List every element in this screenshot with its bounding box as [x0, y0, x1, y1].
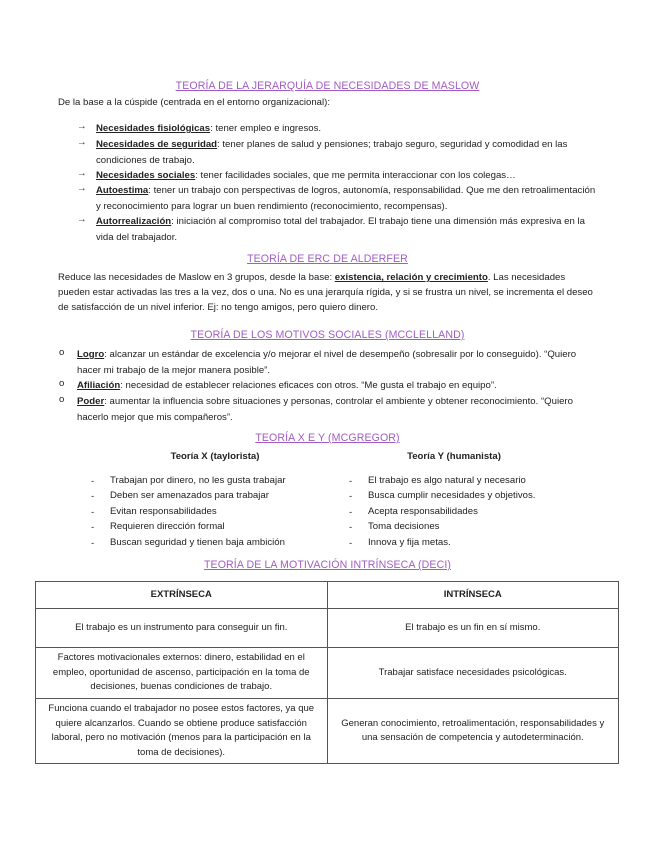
maslow-intro: De la base a la cúspide (centrada en el entorno organizacional): [58, 97, 330, 108]
dash-bullet: - [349, 522, 353, 533]
theory-y-title: Teoría Y (humanista) [407, 451, 501, 462]
mcclelland-item [77, 378, 602, 394]
maslow-item [96, 121, 601, 137]
theory-y-item: Acepta responsabilidades [368, 506, 478, 517]
dash-bullet: - [349, 476, 353, 487]
theory-x-item: Buscan seguridad y tienen baja ambición [110, 537, 285, 548]
maslow-text: : tener un trabajo con perspectivas de logros, autonomía, responsabilidad. Que me den retroalimentación y reconocimiento para lograr un buen rendimiento (reconocimiento, recompensas). [96, 185, 596, 212]
dash-bullet: - [91, 507, 95, 518]
arrow-bullet: → [77, 121, 87, 132]
table-row [36, 648, 619, 699]
circle-bullet: o [59, 347, 65, 358]
table-cell: Trabajar satisface necesidades psicológicas. [327, 648, 619, 699]
mcclelland-item [77, 347, 602, 378]
maslow-term: Necesidades sociales [96, 170, 196, 181]
theory-x-item: Requieren dirección formal [110, 521, 225, 532]
table-cell: El trabajo es un instrumento para conseguir un fin. [36, 609, 328, 648]
dash-bullet: - [349, 538, 353, 549]
maslow-item [96, 183, 601, 214]
theory-y-item: Innova y fija metas. [368, 537, 451, 548]
header-intrinseca: INTRÍNSECA [327, 582, 619, 609]
maslow-item [96, 168, 601, 184]
header-extrinseca: EXTRÍNSECA [36, 582, 328, 609]
maslow-item [96, 137, 601, 168]
theory-x-item: Trabajan por dinero, no les gusta trabajar [110, 475, 286, 486]
maslow-term: Necesidades fisiológicas [96, 123, 211, 134]
theory-x-item: Deben ser amenazados para trabajar [110, 490, 269, 501]
deci-table [35, 581, 619, 764]
theory-x-item: Evitan responsabilidades [110, 506, 217, 517]
deci-heading: TEORÍA DE LA MOTIVACIÓN INTRÍNSECA (DECI) [203, 559, 451, 571]
table-cell: Generan conocimiento, retroalimentación, responsabilidades y una sensación de competencia y autodeterminación. [327, 699, 619, 764]
arrow-bullet: → [77, 137, 87, 148]
maslow-term: Autorrealización [96, 216, 172, 227]
table-row [36, 609, 619, 648]
mcclelland-text: : aumentar la influencia sobre situaciones y personas, controlar el ambiente y obtener reconocimiento. “Quiero hacerlo mejor que mis compañeros”. [77, 396, 573, 423]
erc-text: . Las necesidades pueden estar activadas las tres a la vez, dos o una. No es una jerarquía rígida, y si se frustra un nivel, se incrementa el deseo de satisfacción de un nivel inferior. Ej: no tengo amigos, pero quiero dinero. [58, 272, 593, 313]
erc-paragraph [58, 270, 598, 315]
maslow-text: : tener facilidades sociales, que me permita interaccionar con los colegas… [195, 170, 516, 181]
erc-heading: TEORÍA DE ERC DE ALDERFER [247, 253, 408, 265]
arrow-bullet: → [77, 183, 87, 194]
table-row [36, 699, 619, 764]
dash-bullet: - [91, 476, 95, 487]
dash-bullet: - [349, 491, 353, 502]
maslow-text: : iniciación al compromiso total del trabajador. El trabajo tiene una dimensión más expresiva en la vida del trabajador. [96, 216, 585, 243]
mcclelland-term: Afiliación [77, 380, 121, 391]
maslow-term: Autoestima [96, 185, 149, 196]
table-cell: Funciona cuando el trabajador no posee estos factores, ya que quiere alcanzarlos. Cuando se obtiene produce satisfacción laboral, pero no motivación (menos para la participación en la toma de decisiones). [36, 699, 328, 764]
circle-bullet: o [59, 378, 65, 389]
erc-text: Reduce las necesidades de Maslow en 3 grupos, desde la base: [58, 272, 335, 283]
theory-y-item: Toma decisiones [368, 521, 440, 532]
arrow-bullet: → [77, 214, 87, 225]
mcclelland-term: Logro [77, 349, 105, 360]
theory-x-title: Teoría X (taylorista) [170, 451, 260, 462]
arrow-bullet: → [77, 168, 87, 179]
maslow-item [96, 214, 601, 245]
table-cell: El trabajo es un fin en sí mismo. [327, 609, 619, 648]
maslow-heading: TEORÍA DE LA JERARQUÍA DE NECESIDADES DE MASLOW [175, 80, 480, 92]
mcclelland-term: Poder [77, 396, 105, 407]
theory-y-item: El trabajo es algo natural y necesario [368, 475, 526, 486]
circle-bullet: o [59, 394, 65, 405]
mcclelland-heading: TEORÍA DE LOS MOTIVOS SOCIALES (MCCLELLAND) [190, 329, 465, 341]
erc-bold: existencia, relación y crecimiento [334, 272, 488, 283]
theory-y-item: Busca cumplir necesidades y objetivos. [368, 490, 536, 501]
maslow-text: : tener planes de salud y pensiones; trabajo seguro, seguridad y comodidad en las condiciones de trabajo. [96, 139, 568, 166]
dash-bullet: - [91, 522, 95, 533]
dash-bullet: - [91, 538, 95, 549]
dash-bullet: - [91, 491, 95, 502]
table-header-row [36, 582, 619, 609]
maslow-text: : tener empleo e ingresos. [210, 123, 322, 134]
table-cell: Factores motivacionales externos: dinero, estabilidad en el empleo, oportunidad de ascenso, participación en la toma de decisiones, buenas condiciones de trabajo. [36, 648, 328, 699]
mcclelland-text: : alcanzar un estándar de excelencia y/o mejorar el nivel de desempeño (sobresalir por lo conseguido). “Quiero hacer mi trabajo de la mejor manera posible”. [77, 349, 577, 376]
mcclelland-item [77, 394, 602, 425]
maslow-term: Necesidades de seguridad [96, 139, 218, 150]
mcclelland-text: : necesidad de establecer relaciones eficaces con otros. “Me gusta el trabajo en equipo”. [120, 380, 497, 391]
mcgregor-heading: TEORÍA X E Y (MCGREGOR) [255, 432, 400, 444]
dash-bullet: - [349, 507, 353, 518]
